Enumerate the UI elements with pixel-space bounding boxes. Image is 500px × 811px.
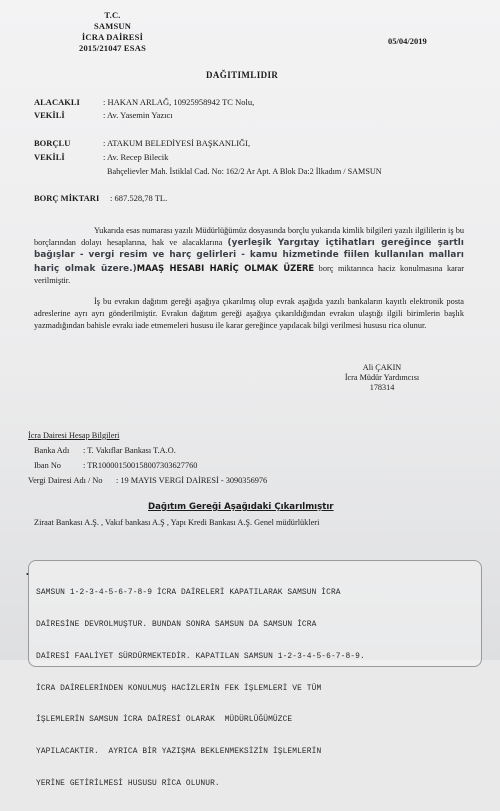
notice-text [36, 567, 436, 811]
header-line-city: SAMSUN [93, 21, 132, 31]
paragraph-1-bold: MAAŞ HESABI HARİÇ OLMAK ÜZERE [136, 262, 315, 273]
bank-info-heading: İcra Dairesi Hesap Bilgileri [28, 431, 120, 440]
debtor-attorney-label: VEKİLİ [34, 152, 65, 162]
debtor-value: : ATAKUM BELEDİYESİ BAŞKANLIĞI, [103, 138, 251, 148]
paragraph-1-highlight: (yerleşik Yargıtay içtihatları gereğince şartlı bağışlar - vergi resim ve harç gelirleri - kamu hizmetinde fiilen kullanılan malları hariç olmak üzere.) [34, 238, 465, 274]
notice-line: YERİNE GETİRİLMESİ HUSUSU RİCA OLUNUR. [36, 778, 220, 788]
notice-line: İŞLEMLERİN SAMSUN İCRA DAİRESİ OLARAK MÜDÜRLÜĞÜMÜZCE [36, 715, 293, 725]
debt-label: BORÇ MİKTARI [34, 193, 100, 203]
distribution-list: Ziraat Bankası A.Ş. , Vakıf bankası A.Ş , Yapı Kredi Bankası A.Ş. Genel müdürlükleri [34, 518, 320, 527]
signer-name: Ali ÇAKIN [362, 363, 402, 372]
header-block [55, 10, 170, 53]
debtor-address: Bahçelievler Mah. İstiklal Cad. No: 162/2 Ar Apt. A Blok Da:2 İlkadım / SAMSUN [107, 167, 382, 176]
distribution-heading: Dağıtım Gereği Aşağıdaki Çıkarılmıştır [148, 502, 334, 512]
debt-value: : 687.528,78 TL. [110, 193, 168, 203]
document-title: DAĞITIMLIDIR [206, 70, 279, 80]
header-line-tc: T.C. [104, 10, 121, 20]
bullet-icon: • [26, 570, 29, 579]
creditor-attorney-value: : Av. Yasemin Yazıcı [103, 110, 173, 120]
debtor-attorney-value: : Av. Recep Bilecik [103, 152, 169, 162]
header-line-case: 2015/21047 ESAS [79, 43, 146, 53]
notice-line: YAPILACAKTIR. AYRICA BİR YAZIŞMA BEKLENMEKSİZİN İŞLEMLERİN [36, 747, 322, 757]
notice-line: İCRA DAİRELERİNDEN KONULMUŞ HACİZLERİN FEK İŞLEMLERİ VE TÜM [36, 683, 322, 693]
creditor-attorney-label: VEKİLİ [34, 110, 65, 120]
notice-line: SAMSUN 1-2-3-4-5-6-7-8-9 İCRA DAİRELERİ KAPATILARAK SAMSUN İCRA [36, 588, 341, 598]
signer-title: İcra Müdür Yardımcısı [344, 373, 420, 382]
signer-number: 178314 [369, 383, 395, 392]
paragraph-1-text: Yukarıda esas numarası yazılı Müdürlüğümüz dosyasında borçlu yukarıda kimlik bilgileri yazılı ilgililerin iş bu borçlarından dolayı hesaplarına, hak ve alacaklarına [34, 226, 464, 248]
body-paragraph-1 [34, 225, 464, 287]
document-date: 05/04/2019 [388, 36, 427, 46]
body-paragraph-2: İş bu evrakın dağıtım gereği aşağıya çıkarılmış olup evrak aşağıda yazılı bankaların kayıtlı elektronik posta adreslerine ayrı ayrı gönderilmiştir. Evrakın dağıtım gereği aşağıya çıkarıldığından evrakın ulaştığı ilgili birimlerin başlık yazmadığından bahisle evrakı iade etmemeleri hususu ile karar gereğince yapılacak bilgi verilmesi hususu rica olunur. [34, 297, 464, 331]
header-line-office: İCRA DAİRESİ [81, 32, 144, 42]
notice-line: DAİRESİNE DEVROLMUŞTUR. BUNDAN SONRA SAMSUN DA SAMSUN İCRA [36, 619, 317, 629]
bank-name-value: : T. Vakıflar Bankası T.A.O. [83, 446, 176, 455]
creditor-value: : HAKAN ARLAĞ, 10925958942 TC Nolu, [103, 97, 255, 107]
bank-name-label: Banka Adı [34, 446, 70, 455]
creditor-label: ALACAKLI [34, 97, 80, 107]
signature-block [322, 363, 442, 392]
iban-label: Iban No [34, 461, 61, 470]
tax-office-label: Vergi Dairesi Adı / No [28, 476, 103, 485]
paragraph-1-end: borç miktarınca haciz konulmasına karar verilmiştir. [34, 263, 465, 285]
debtor-label: BORÇLU [34, 138, 71, 148]
iban-value: : TR100001500158007303627760 [83, 461, 198, 470]
tax-office-value: : 19 MAYIS VERGİ DAİRESİ - 3090356976 [116, 476, 268, 485]
notice-line: DAİRESİ FAALİYET SÜRDÜRMEKTEDİR. KAPATILAN SAMSUN 1-2-3-4-5-6-7-8-9. [36, 651, 365, 661]
